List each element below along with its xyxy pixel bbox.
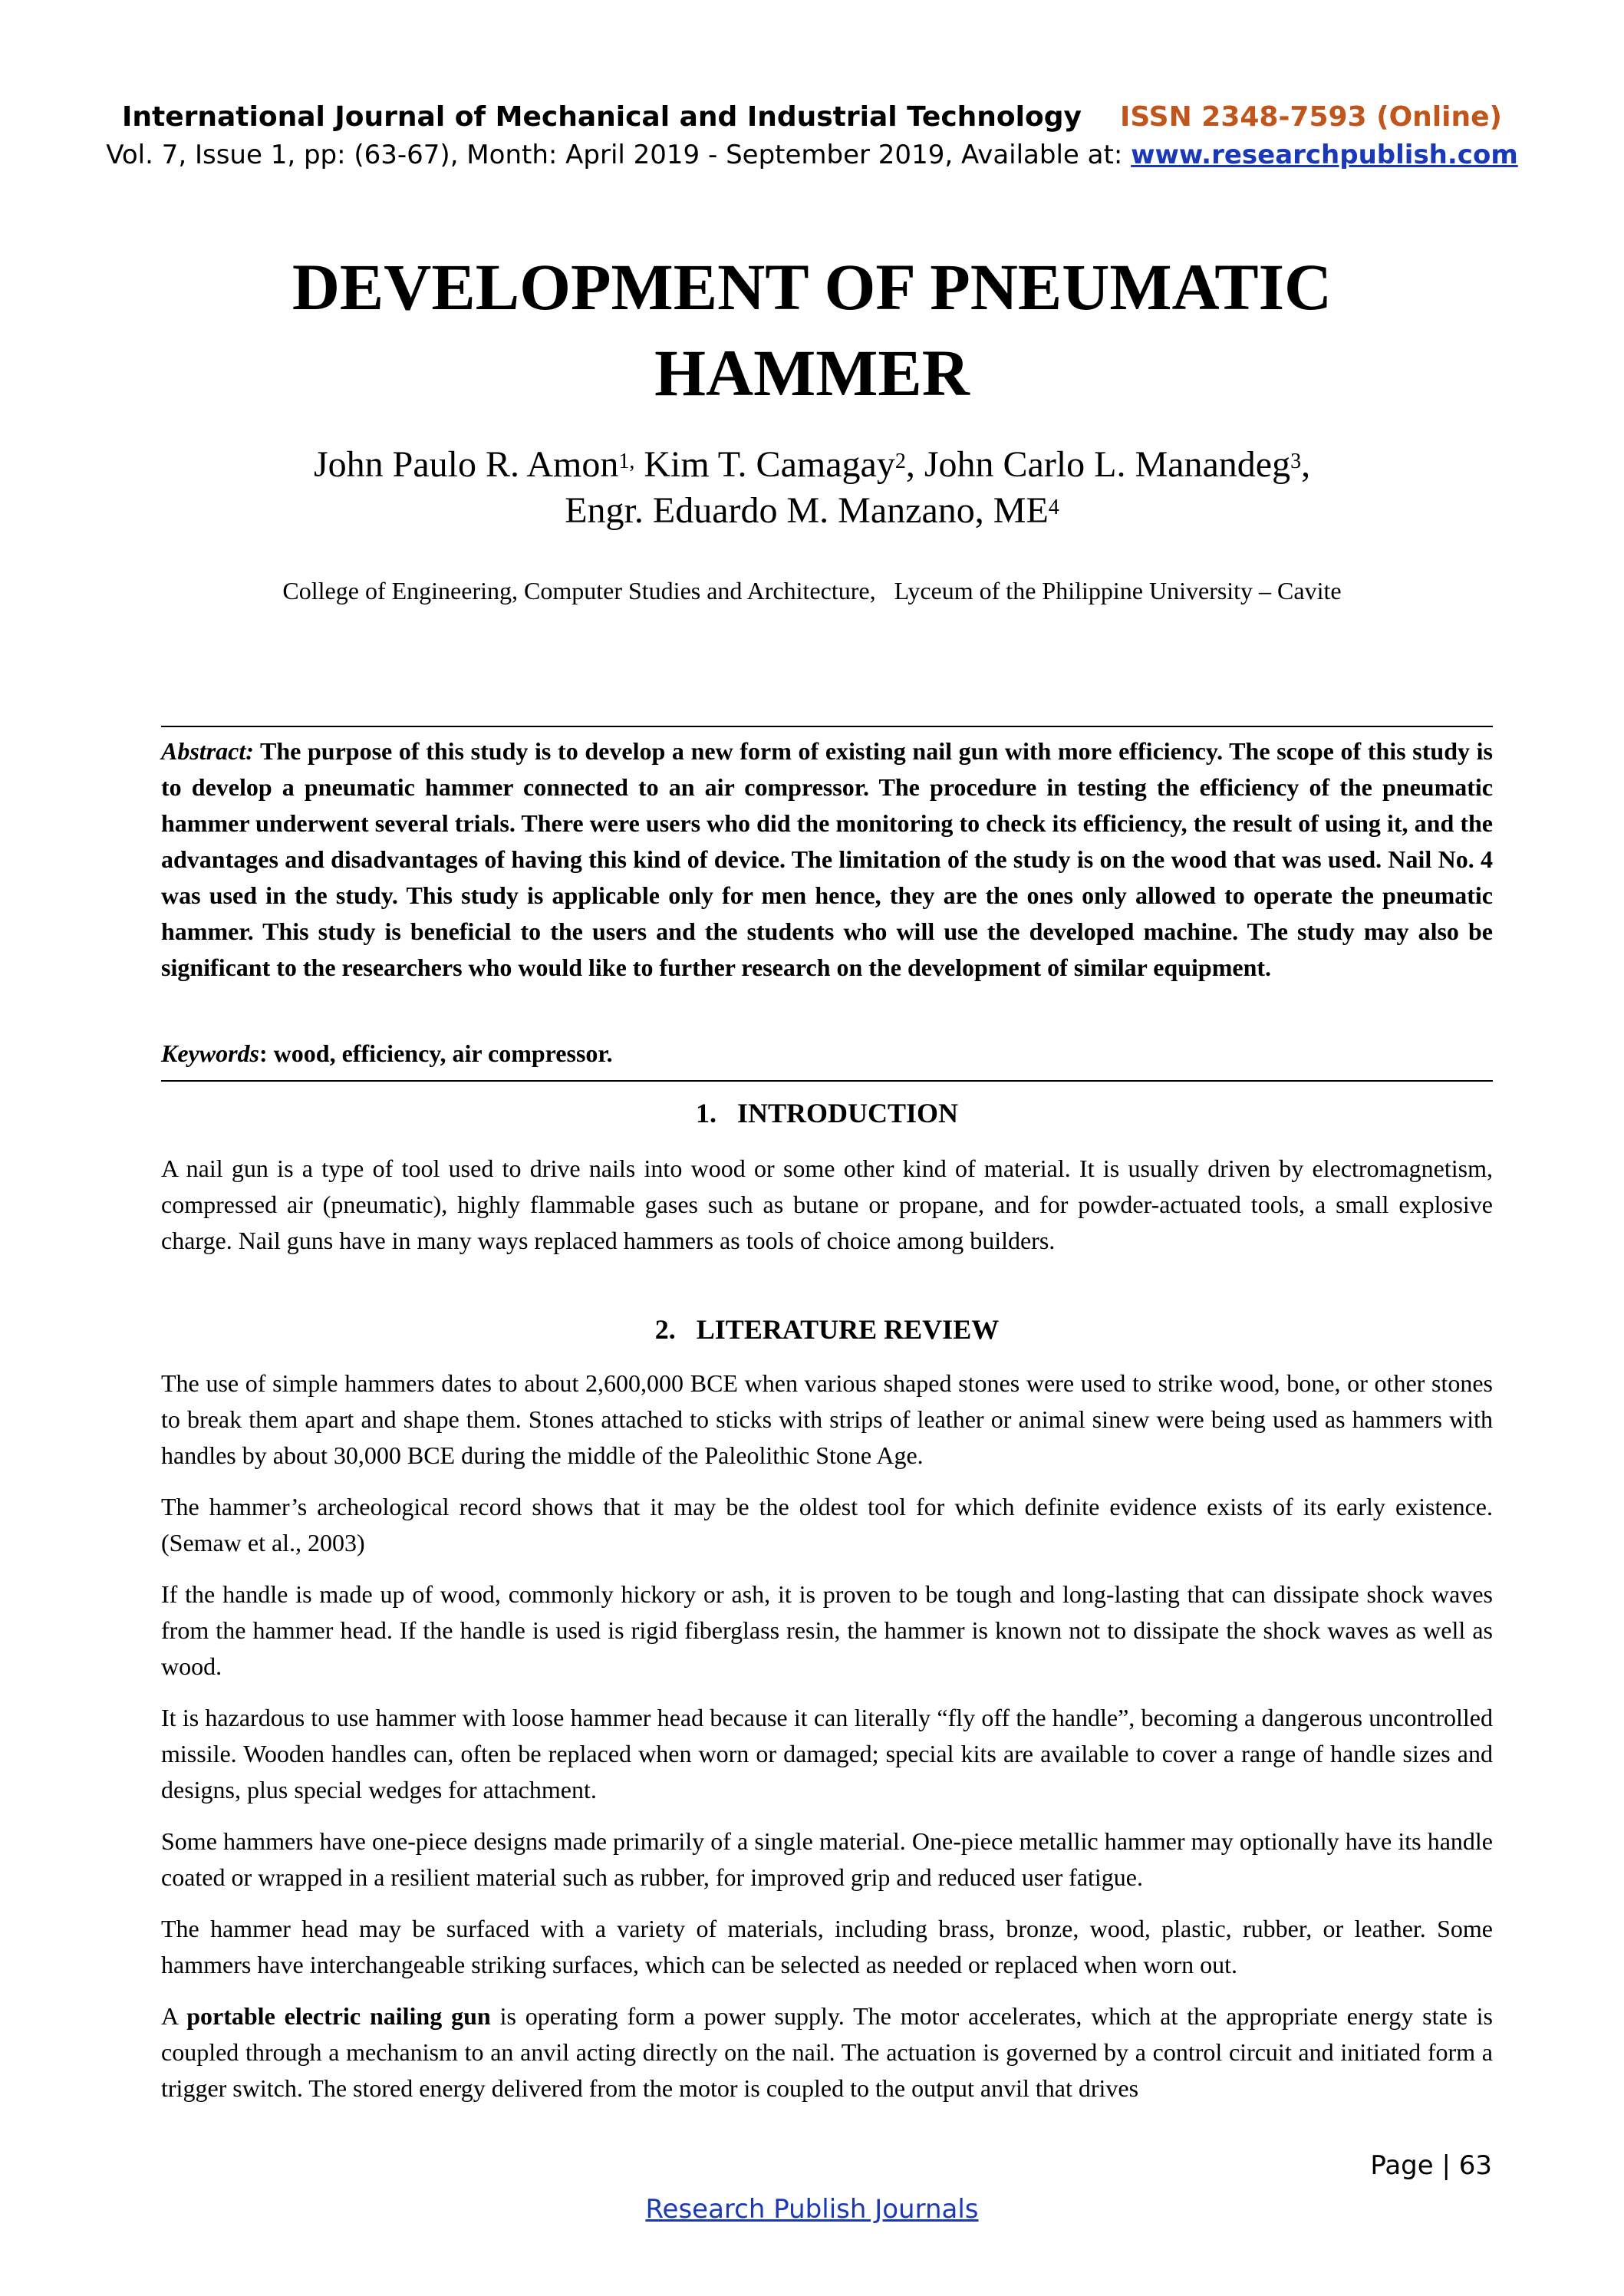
author-1: John Paulo R. Amon <box>313 444 619 485</box>
abstract <box>161 733 1493 986</box>
lit-paragraph-5: Some hammers have one-piece designs made primarily of a single material. One-piece metallic hammer may optionally have its handle coated or wrapped in a resilient material such as rubber, for improved grip and reduced user fatigue. <box>161 1827 1493 1891</box>
author-3-sup: 3 <box>1290 450 1302 473</box>
author-1-sup: 1, <box>618 450 635 473</box>
author-3: , John Carlo L. Manandeg <box>905 444 1291 485</box>
author-3-end: , <box>1301 444 1311 485</box>
lit-paragraph-6: The hammer head may be surfaced with a variety of materials, including brass, bronze, wood, plastic, rubber, or leather. Some hammers have interchangeable striking surfaces, which can be selected as needed or replaced when worn out. <box>161 1915 1493 1978</box>
journal-name: International Journal of Mechanical and Industrial Technology <box>121 101 1082 133</box>
volume-line <box>0 140 1624 170</box>
literature-body <box>161 1365 1493 2122</box>
intro-paragraph: A nail gun is a type of tool used to drive nails into wood or some other kind of material. It is usually driven by electromagnetism, compressed air (pneumatic), highly flammable gases such as butane or propane, and for powder-actuated tools, a small explosive charge. Nail guns have in many ways replaced hammers as tools of choice among builders. <box>161 1155 1493 1254</box>
lit-p7-bold-term: portable electric nailing gun <box>186 2002 491 2030</box>
page-number: Page | 63 <box>1370 2150 1492 2181</box>
intro-body <box>161 1151 1493 1274</box>
publisher-footer <box>0 2194 1624 2225</box>
abstract-top-rule <box>161 726 1493 727</box>
publisher-link[interactable]: Research Publish Journals <box>645 2194 979 2225</box>
journal-header <box>0 101 1624 133</box>
abstract-bottom-rule <box>161 1080 1493 1082</box>
lit-p7-rest: is operating form a power supply. The motor accelerates, which at the appropriate energy state is coupled through a mechanism to an anvil acting directly on the nail. The actuation is governed by a control circuit and initiated form a trigger switch. The stored energy delivered from the motor is coupled to the output anvil that drives <box>161 2002 1494 2102</box>
website-link[interactable]: www.researchpublish.com <box>1131 140 1518 170</box>
lit-p7-start: A <box>161 2002 187 2030</box>
title-line-1: DEVELOPMENT OF PNEUMATIC <box>292 250 1332 324</box>
lit-paragraph-1: The use of simple hammers dates to about 2,600,000 BCE when various shaped stones were used to strike wood, bone, or other stones to break them apart and shape them. Stones attached to sticks with strips of leather or animal sinew were being used as hammers with handles by about 30,000 BCE during the middle of the Paleolithic Stone Age. <box>161 1369 1493 1469</box>
paper-title <box>153 244 1471 416</box>
issn: ISSN 2348-7593 (Online) <box>1119 101 1502 133</box>
volume-info: Vol. 7, Issue 1, pp: (63-67), Month: April 2019 - September 2019, Available at: <box>106 140 1132 170</box>
keywords-label: Keywords <box>161 1039 259 1067</box>
abstract-label: Abstract: <box>161 737 254 765</box>
lit-paragraph-4: It is hazardous to use hammer with loose hammer head because it can literally “fly off the handle”, becoming a dangerous uncontrolled missile. Wooden handles can, often be replaced when worn or damaged; special kits are available to cover a range of handle sizes and designs, plus special wedges for attachment. <box>161 1704 1493 1804</box>
title-line-2: HAMMER <box>654 336 970 410</box>
intro-heading: 1. INTRODUCTION <box>695 1098 959 1128</box>
keywords-text: : wood, efficiency, air compressor. <box>259 1039 613 1067</box>
author-4-sup: 4 <box>1048 496 1059 519</box>
affiliation: College of Engineering, Computer Studies and Architecture, Lyceum of the Philippine University – Cavite <box>282 577 1342 604</box>
author-list <box>153 442 1471 534</box>
lit-paragraph-2: The hammer’s archeological record shows that it may be the oldest tool for which definite evidence exists of its early existence. (Semaw et al., 2003) <box>161 1493 1493 1556</box>
author-2: Kim T. Camagay <box>634 444 895 485</box>
abstract-text: The purpose of this study is to develop a new form of existing nail gun with more efficiency. The scope of this study is to develop a pneumatic hammer connected to an air compressor. The procedure in testing the efficiency of the pneumatic hammer underwent several trials. There were users who did the monitoring to check its efficiency, the result of using it, and the advantages and disadvantages of having this kind of device. The limitation of the study is on the wood that was used. Nail No. 4 was used in the study. This study is applicable only for men hence, they are the ones only allowed to operate the pneumatic hammer. This study is beneficial to the users and the students who will use the developed machine. The study may also be significant to the researchers who would like to further research on the development of similar equipment. <box>161 737 1493 981</box>
author-4: Engr. Eduardo M. Manzano, ME <box>565 490 1049 531</box>
lit-paragraph-3: If the handle is made up of wood, commonly hickory or ash, it is proven to be tough and long-lasting that can dissipate shock waves from the hammer head. If the handle is used is rigid fiberglass resin, the hammer is known not to dissipate the shock waves as well as wood. <box>161 1580 1493 1680</box>
lit-paragraph-7 <box>161 1998 1493 2107</box>
author-2-sup: 2 <box>894 450 906 473</box>
keywords <box>161 1036 1493 1072</box>
literature-heading: 2. LITERATURE REVIEW <box>654 1314 1000 1345</box>
